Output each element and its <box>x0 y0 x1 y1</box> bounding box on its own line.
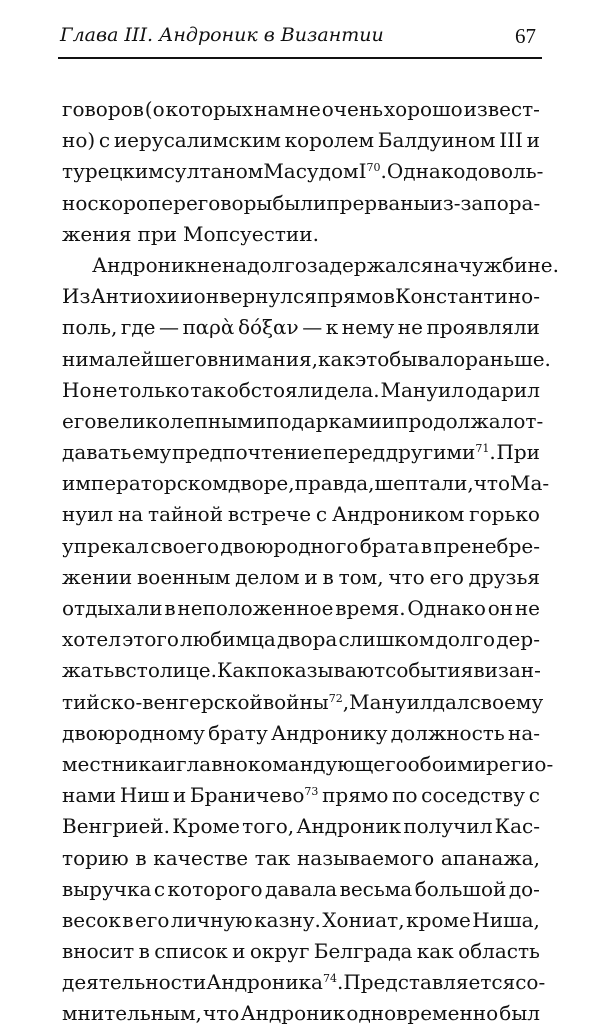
text-line: Но не только так обстояли дела. Мануил одарил <box>62 377 540 402</box>
text-line: Венгрией. Кроме того, Андроник получил Кас- <box>62 814 540 839</box>
text-line: вносит в список и округ Белграда как область <box>62 939 540 964</box>
text-line: жении военным делом и в том, что его друзья <box>62 564 540 589</box>
chapter-title: Глава III. Андроник в Византии <box>60 24 384 46</box>
text-line: деятельности Андроника$^{74}$. Представляется со- <box>62 970 546 995</box>
text-line: хотел этого любимца двора слишком долго дер- <box>62 627 540 652</box>
text-line: торию в качестве так называемого апанажа, <box>62 845 540 870</box>
text-line: Андроник ненадолго задержался на чужбине. <box>92 252 559 277</box>
text-line: отдыхали в неположенное время. Однако он не <box>62 596 540 620</box>
text-line: Из Антиохии он вернулся прямо в Константино- <box>62 284 540 309</box>
text-line: ни малейшего внимания, как это бывало раньше. <box>62 346 551 371</box>
body-text <box>62 94 559 1030</box>
text-line: говоров (о которых нам не очень хорошо извест- <box>62 97 540 121</box>
text-line: упрекал своего двоюродного брата в пренебре- <box>62 533 540 558</box>
text-line: жения при Мопсуестии. <box>62 221 319 246</box>
text-line: но) с иерусалимским королем Балдуином III и <box>62 128 540 153</box>
text-line: его великолепными подарками и продолжал от- <box>62 408 544 433</box>
header-rule <box>58 57 542 59</box>
text-line: двоюродному брату Андронику должность на- <box>62 720 540 745</box>
text-line: жать в столице. Как показывают события визан- <box>62 658 541 683</box>
text-line: местника и главнокомандующего обоими регио- <box>62 751 554 776</box>
text-line: нуил на тайной встрече с Андроником горько <box>62 502 540 527</box>
text-line: выручка с которого давала весьма большой до- <box>62 876 540 901</box>
text-line: императорском дворе, правда, шептали, что Ма- <box>62 471 550 496</box>
page-number: 67 <box>515 24 536 48</box>
text-line: поль, где — παρὰ δόξαν — к нему не проявляли <box>62 315 540 340</box>
text-line: мнительным, что Андроник одновременно был <box>62 1001 540 1026</box>
running-head <box>60 24 536 52</box>
text-line: давать ему предпочтение перед другими$^{71}$. При <box>62 440 540 465</box>
text-line: но скоро переговоры были прерваны из-за пора- <box>62 190 541 215</box>
text-line: турецким султаном Масудом $I^{70}$. Однако доволь- <box>62 159 544 184</box>
text-line: тийско-венгерской войны$^{72}$, Мануил дал своему <box>62 689 544 714</box>
text-line: весок в его личную казну. Хониат, кроме Ниша, <box>62 907 540 932</box>
text-line: нами Ниш и Браничево$^{73}$ прямо по соседству с <box>62 783 540 808</box>
